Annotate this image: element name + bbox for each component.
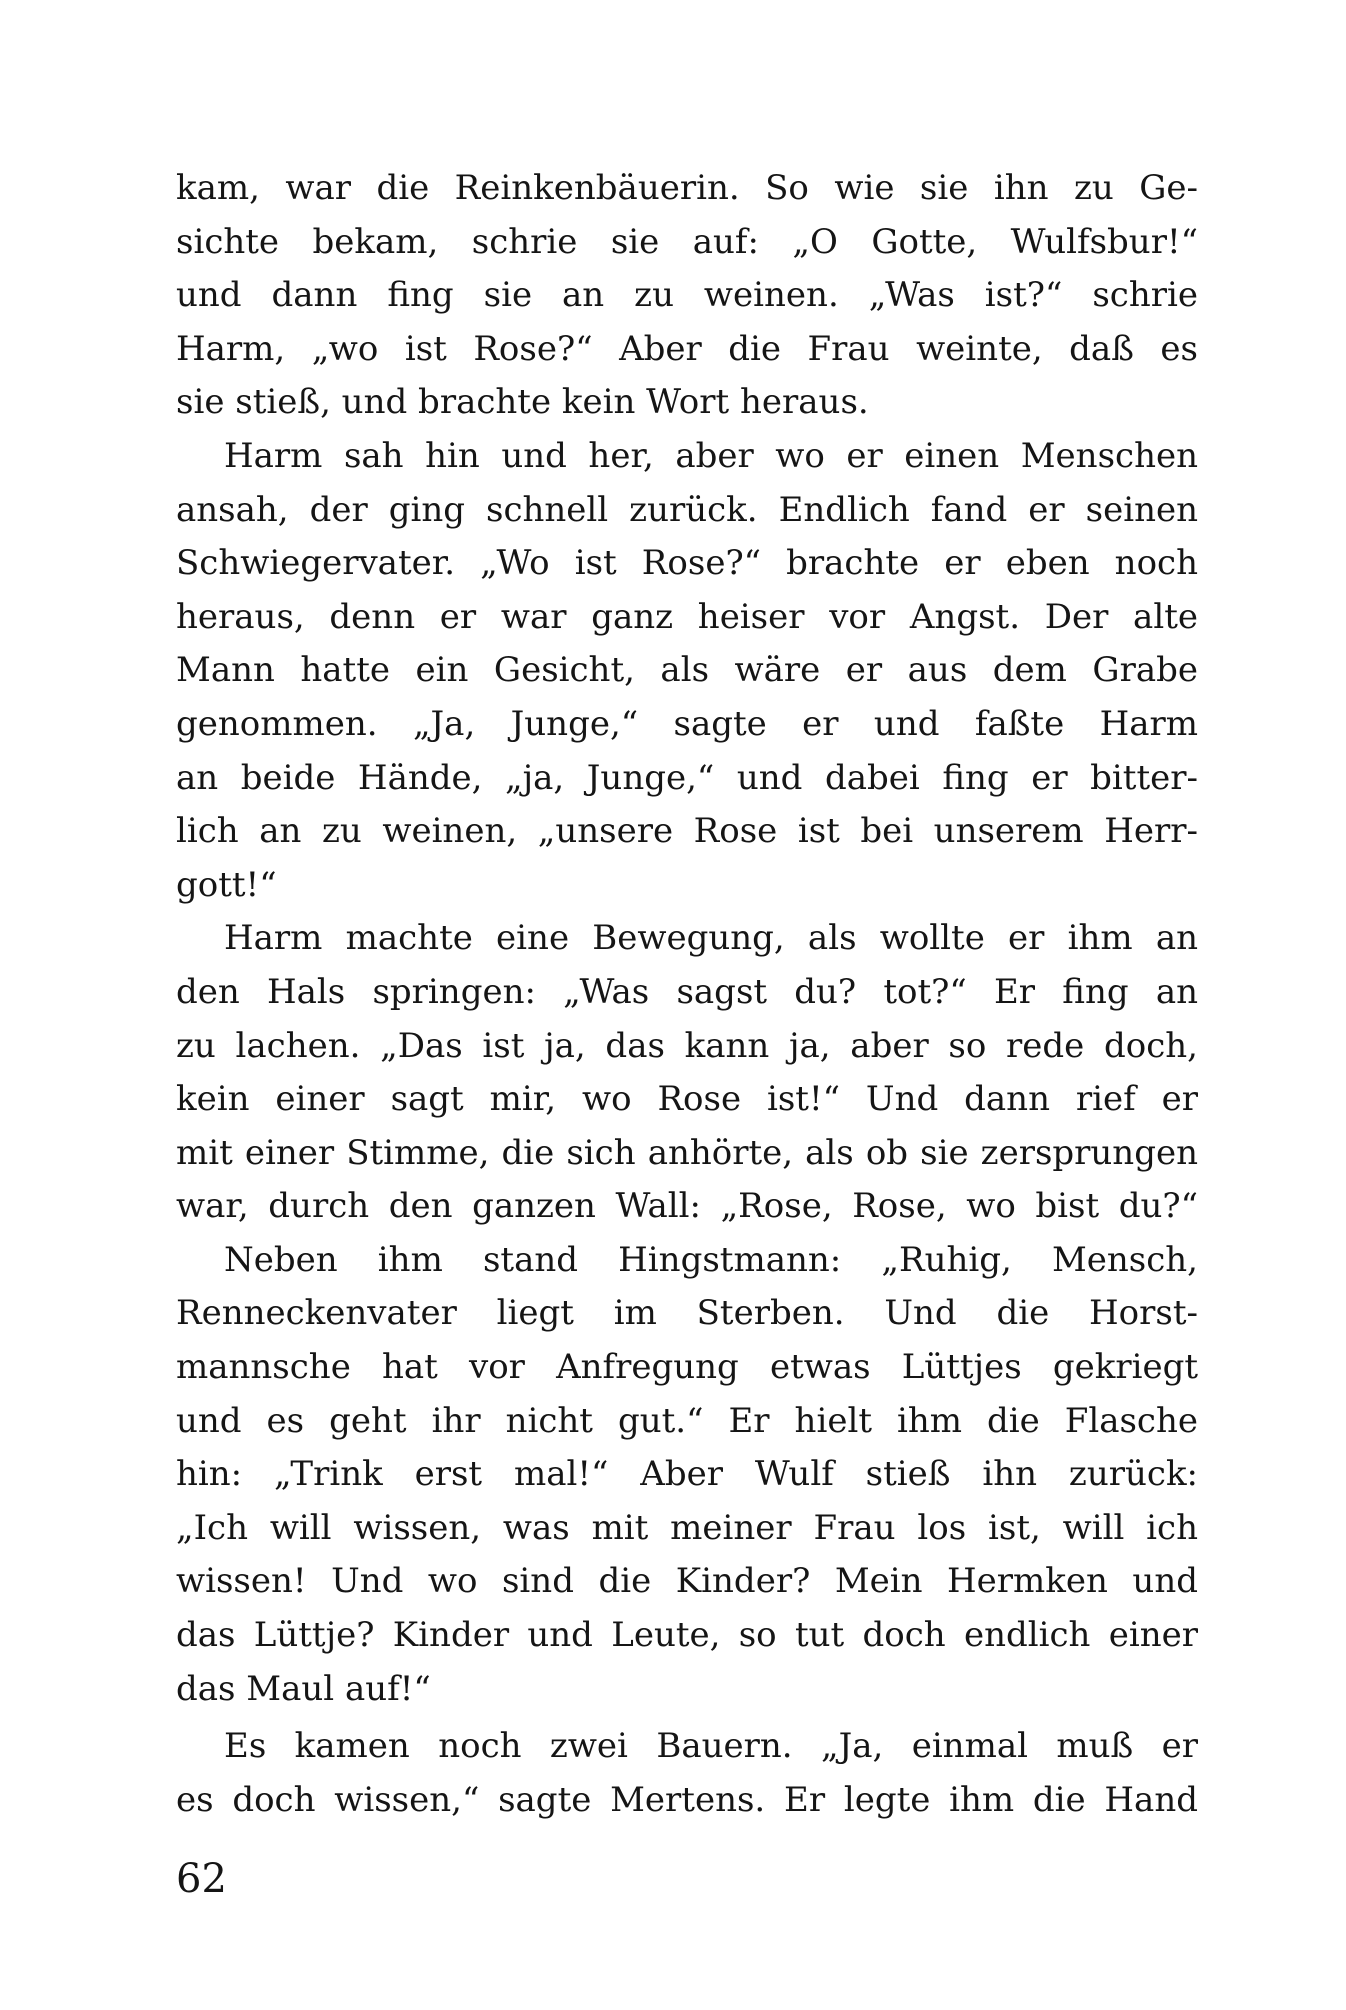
text-line: sichte bekam, schrie sie auf: „O Gotte, Wulfsbur!“ <box>176 221 1198 262</box>
text-line: den Hals springen: „Was sagst du? tot?“ Er fing an <box>176 971 1198 1012</box>
paragraph <box>176 1234 1198 1716</box>
text-line: kam, war die Reinkenbäuerin. So wie sie ihn zu Ge- <box>176 168 1198 208</box>
body-text <box>176 162 1198 1827</box>
text-line: Harm machte eine Bewegung, als wollte er ihm an <box>224 918 1198 959</box>
text-line: „Ich will wissen, was mit meiner Frau los ist, will ich <box>176 1507 1198 1548</box>
text-line: und dann fing sie an zu weinen. „Was ist?“ schrie <box>176 275 1198 316</box>
text-line: gott!“ <box>176 864 277 905</box>
text-line: Es kamen noch zwei Bauern. „Ja, einmal muß er <box>224 1726 1198 1767</box>
text-line: Harm sah hin und her, aber wo er einen Menschen <box>224 435 1198 476</box>
paragraph <box>176 430 1198 912</box>
text-line: heraus, denn er war ganz heiser vor Angst. Der alte <box>176 596 1198 637</box>
text-line: Neben ihm stand Hingstmann: „Ruhig, Mensch, <box>224 1239 1198 1280</box>
page-number: 62 <box>176 1856 227 1902</box>
text-line: mannsche hat vor Anfregung etwas Lüttjes gekriegt <box>176 1347 1198 1388</box>
text-line: es doch wissen,“ sagte Mertens. Er legte ihm die Hand <box>176 1779 1198 1820</box>
text-line: Schwiegervater. „Wo ist Rose?“ brachte er eben noch <box>176 543 1198 584</box>
text-line: an beide Hände, „ja, Junge,“ und dabei fing er bitter- <box>176 757 1198 798</box>
text-line: Mann hatte ein Gesicht, als wäre er aus dem Grabe <box>176 650 1198 691</box>
text-line: sie stieß, und brachte kein Wort heraus. <box>176 382 869 423</box>
text-line: und es geht ihr nicht gut.“ Er hielt ihm die Flasche <box>176 1400 1198 1441</box>
text-line: war, durch den ganzen Wall: „Rose, Rose, wo bist du?“ <box>176 1186 1198 1227</box>
paragraph <box>176 162 1198 430</box>
text-line: kein einer sagt mir, wo Rose ist!“ Und dann rief er <box>176 1079 1198 1120</box>
text-line: zu lachen. „Das ist ja, das kann ja, aber so rede doch, <box>176 1025 1198 1066</box>
text-line: hin: „Trink erst mal!“ Aber Wulf stieß ihn zurück: <box>176 1454 1198 1495</box>
text-line: mit einer Stimme, die sich anhörte, als ob sie zersprungen <box>176 1132 1198 1173</box>
text-line: Renneckenvater liegt im Sterben. Und die Horst- <box>176 1293 1198 1334</box>
text-line: lich an zu weinen, „unsere Rose ist bei unserem Herr- <box>176 811 1198 852</box>
text-line: Harm, „wo ist Rose?“ Aber die Frau weinte, daß es <box>176 328 1198 369</box>
text-line: ansah, der ging schnell zurück. Endlich fand er seinen <box>176 489 1198 530</box>
text-line: das Lüttje? Kinder und Leute, so tut doch endlich einer <box>176 1615 1198 1656</box>
text-line: das Maul auf!“ <box>176 1668 431 1709</box>
text-line: wissen! Und wo sind die Kinder? Mein Hermken und <box>176 1561 1198 1602</box>
text-line: genommen. „Ja, Junge,“ sagte er und faßte Harm <box>176 703 1198 744</box>
paragraph <box>176 912 1198 1234</box>
paragraph <box>176 1720 1198 1827</box>
